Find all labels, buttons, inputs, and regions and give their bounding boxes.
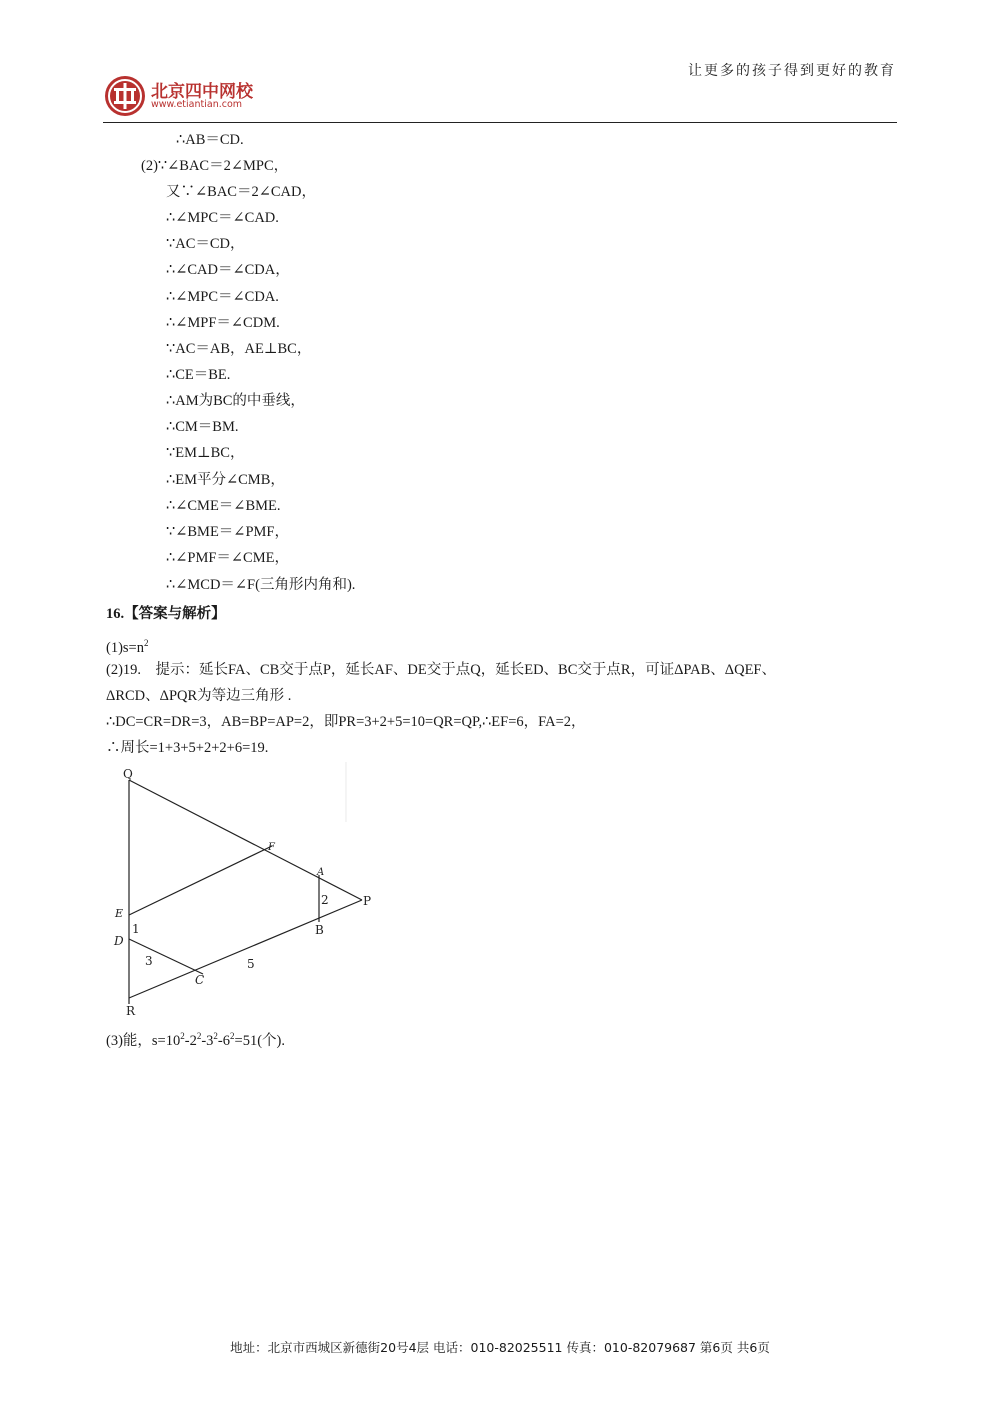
q16-part2-line: ∴DC=CR=DR=3，AB=BP=AP=2，即PR=3+2+5=10=QR=QP,∴EF=6，FA=2，: [106, 714, 586, 730]
segment-label-3: 3: [145, 954, 153, 968]
proof-line: (2)∵∠BAC＝2∠MPC，: [141, 158, 289, 174]
q16-part3: [106, 1027, 285, 1050]
q16-part3-text: -3: [201, 1032, 214, 1049]
exponent: 2: [180, 1031, 185, 1041]
proof-line: ∵AC＝AB，AE⊥BC，: [166, 341, 312, 357]
q16-part3-text: -2: [184, 1032, 197, 1049]
proof-line: ∴∠PMF＝∠CME，: [166, 550, 289, 566]
label-B: B: [315, 923, 324, 937]
proof-line: ∴∠MPC＝∠CDA.: [166, 289, 279, 305]
footer-contact: 地址：北京市西城区新德街20号4层 电话：010-82025511 传真：010-82079687 第6页 共6页: [230, 1340, 770, 1355]
proof-line: ∴CM＝BM.: [166, 419, 239, 435]
segment-EF: [129, 846, 272, 915]
proof-line: ∵EM⊥BC，: [166, 445, 245, 461]
logo-name: 北京四中网校: [151, 82, 253, 102]
geometry-diagram: [108, 762, 388, 1022]
logo-url: www.etiantian.com: [151, 99, 243, 110]
segment-label-1: 1: [132, 922, 140, 936]
q16-part1-exponent: 2: [143, 638, 149, 648]
proof-line: ∴CE＝BE.: [166, 367, 231, 383]
proof-line: ∴AM为BC的中垂线，: [166, 393, 305, 409]
segment-DC: [129, 939, 203, 974]
q16-part2-line: ΔRCD、ΔPQR为等边三角形 .: [106, 688, 292, 704]
q16-part1-text: (1)s=n: [106, 639, 144, 656]
q16-part2-line: ∴周长=1+3+5+2+2+6=19.: [106, 740, 269, 756]
proof-line: 又∵∠BAC＝2∠CAD，: [166, 184, 316, 200]
logo-emblem-icon: [103, 74, 147, 118]
label-R: R: [126, 1004, 136, 1018]
header-slogan: 让更多的孩子得到更好的教育: [688, 63, 896, 79]
header-divider: [103, 122, 897, 123]
segment-label-2: 2: [321, 893, 329, 907]
exponent: 2: [213, 1031, 218, 1041]
proof-line: ∴∠MPF＝∠CDM.: [166, 315, 280, 331]
label-E: E: [115, 907, 124, 920]
proof-line: ∴∠MCD＝∠F(三角形内角和).: [166, 577, 356, 593]
proof-line: ∴∠CME＝∠BME.: [166, 498, 281, 514]
proof-line: ∵AC＝CD，: [166, 236, 245, 252]
q16-part1: [106, 634, 148, 657]
q16-part3-text: (3)能，s=10: [106, 1032, 181, 1049]
label-A: A: [317, 867, 325, 878]
proof-line: ∴∠MPC＝∠CAD.: [166, 210, 279, 226]
segment-QP: [129, 780, 362, 900]
exponent: 2: [196, 1031, 202, 1041]
label-D: D: [114, 934, 124, 948]
proof-line: ∴∠CAD＝∠CDA，: [166, 262, 290, 278]
label-Q: Q: [123, 767, 133, 781]
school-logo: [103, 74, 303, 120]
label-P: P: [363, 894, 372, 908]
proof-line: ∵∠BME＝∠PMF，: [166, 524, 289, 540]
proof-line: ∴EM平分∠CMB，: [166, 472, 285, 488]
segment-label-5: 5: [247, 957, 255, 971]
label-C: C: [195, 973, 205, 987]
exponent: 2: [230, 1031, 235, 1041]
q16-part3-text: =51(个).: [234, 1032, 285, 1049]
proof-line: ∴AB＝CD.: [176, 132, 244, 148]
q16-part3-text: -6: [217, 1032, 231, 1049]
q16-heading: 16.【答案与解析】: [106, 606, 226, 622]
q16-part2-line: (2)19. 提示：延长FA、CB交于点P，延长AF、DE交于点Q，延长ED、BC交于点R，可证ΔPAB、ΔQEF、: [106, 662, 776, 678]
hexagon-triangle-figure: [108, 762, 388, 1026]
segment-RP: [129, 900, 362, 998]
label-F: F: [268, 842, 275, 853]
